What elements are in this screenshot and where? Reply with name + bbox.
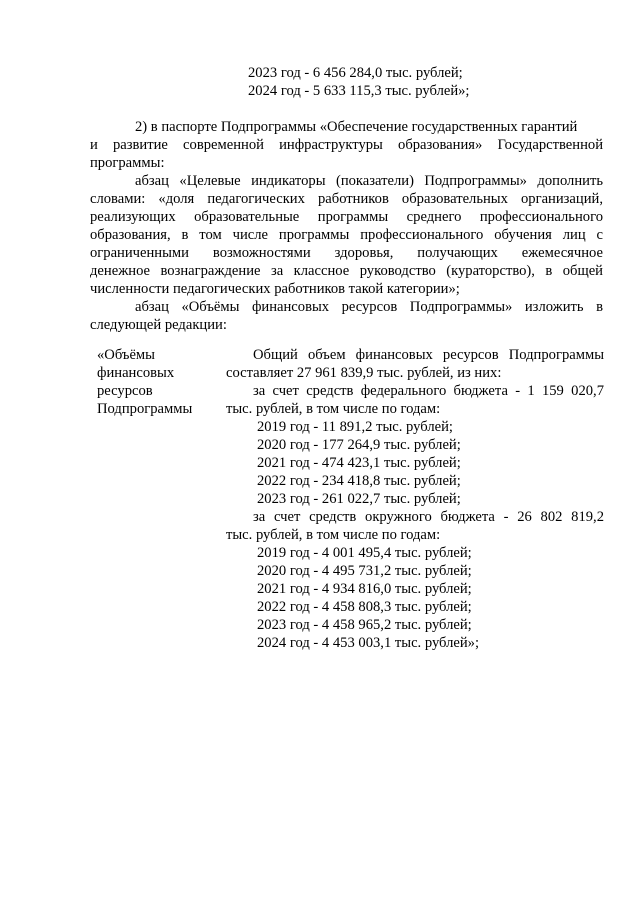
district-year-2019: 2019 год - 4 001 495,4 тыс. рублей; — [257, 545, 472, 561]
district-line-2: тыс. рублей, в том числе по годам: — [226, 527, 441, 543]
district-year-2022: 2022 год - 4 458 808,3 тыс. рублей; — [257, 599, 472, 615]
year-2023-total: 2023 год - 6 456 284,0 тыс. рублей; — [248, 65, 463, 81]
paragraph-2-line-3: программы: — [90, 155, 165, 171]
paragraph-3-line-6: денежное вознаграждение за классное руководство (кураторство), в общей — [90, 263, 603, 279]
table-left-label-line-4: Подпрограммы — [97, 401, 193, 417]
district-year-2024: 2024 год - 4 453 003,1 тыс. рублей»; — [257, 635, 480, 651]
federal-line-2: тыс. рублей, в том числе по годам: — [226, 401, 441, 417]
table-left-label-line-3: ресурсов — [97, 383, 153, 399]
district-line-1: за счет средств окружного бюджета - 26 802 819,2 — [253, 509, 604, 525]
district-year-2023: 2023 год - 4 458 965,2 тыс. рублей; — [257, 617, 472, 633]
paragraph-3-line-3: реализующих образовательные программы среднего профессионального — [90, 209, 603, 225]
paragraph-3-line-4: образования, в том числе программы профессионального обучения лиц с — [90, 227, 603, 243]
federal-year-2022: 2022 год - 234 418,8 тыс. рублей; — [257, 473, 461, 489]
federal-year-2019: 2019 год - 11 891,2 тыс. рублей; — [257, 419, 453, 435]
year-2024-total: 2024 год - 5 633 115,3 тыс. рублей»; — [248, 83, 470, 99]
paragraph-4-line-2: следующей редакции: — [90, 317, 227, 333]
paragraph-3-line-2: словами: «доля педагогических работников образовательных организаций, — [90, 191, 603, 207]
total-line-2: составляет 27 961 839,9 тыс. рублей, из них: — [226, 365, 502, 381]
district-year-2020: 2020 год - 4 495 731,2 тыс. рублей; — [257, 563, 472, 579]
district-year-2021: 2021 год - 4 934 816,0 тыс. рублей; — [257, 581, 472, 597]
paragraph-2-line-2: и развитие современной инфраструктуры образования» Государственной — [90, 137, 603, 153]
paragraph-3-line-7: численности педагогических работников такой категории»; — [90, 281, 460, 297]
federal-year-2020: 2020 год - 177 264,9 тыс. рублей; — [257, 437, 461, 453]
paragraph-4-line-1: абзац «Объёмы финансовых ресурсов Подпрограммы» изложить в — [135, 299, 603, 315]
paragraph-3-line-1: абзац «Целевые индикаторы (показатели) Подпрограммы» дополнить — [135, 173, 603, 189]
federal-line-1: за счет средств федерального бюджета - 1 159 020,7 — [253, 383, 604, 399]
paragraph-2-line-1: 2) в паспорте Подпрограммы «Обеспечение государственных гарантий — [135, 119, 578, 135]
table-left-label-line-1: «Объёмы — [97, 347, 155, 363]
federal-year-2021: 2021 год - 474 423,1 тыс. рублей; — [257, 455, 461, 471]
paragraph-3-line-5: ограниченными возможностями здоровья, получающих ежемесячное — [90, 245, 603, 261]
federal-year-2023: 2023 год - 261 022,7 тыс. рублей; — [257, 491, 461, 507]
total-line-1: Общий объем финансовых ресурсов Подпрограммы — [253, 347, 604, 363]
table-left-label-line-2: финансовых — [97, 365, 175, 381]
